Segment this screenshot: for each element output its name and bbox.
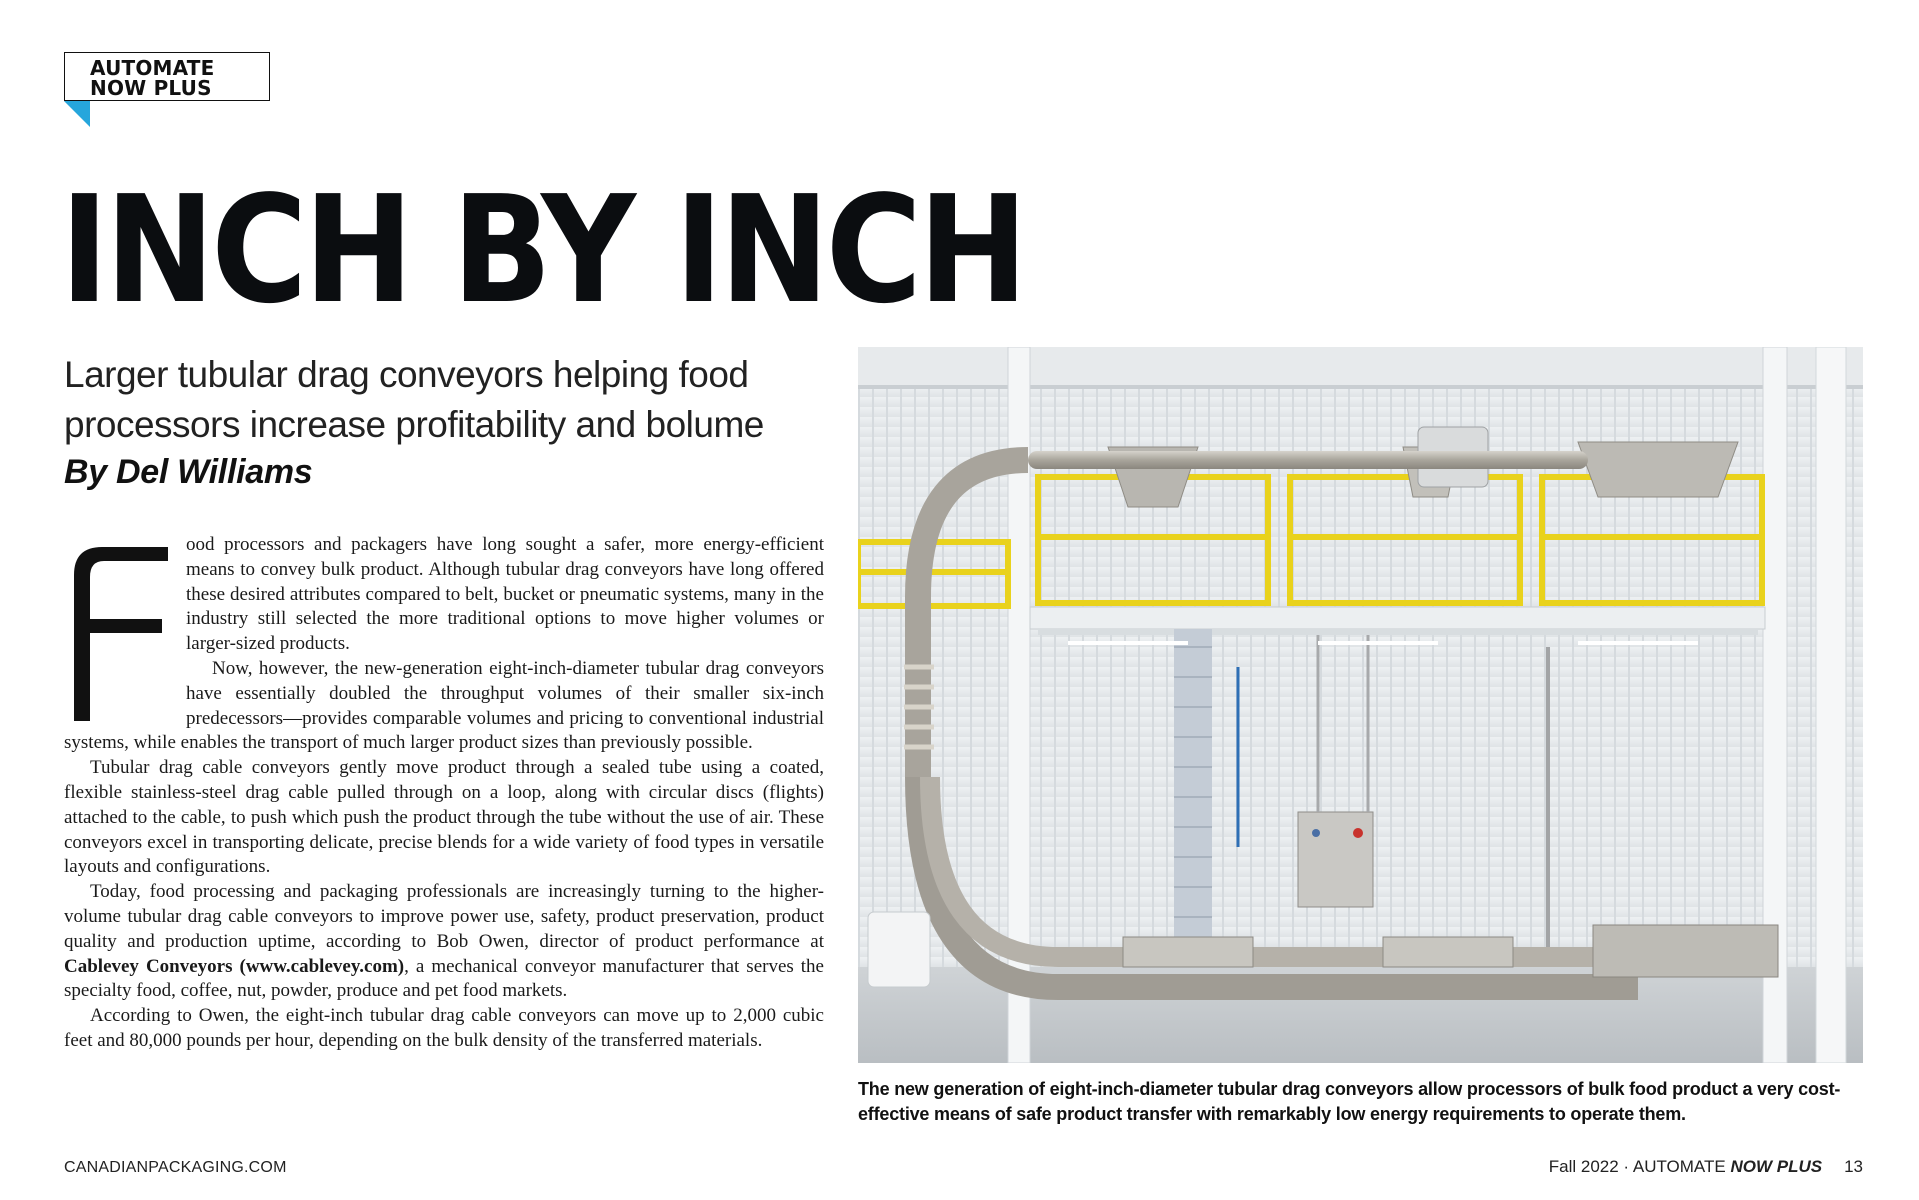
body-paragraph-4-text: Today, food processing and packaging professionals are increasingly turning to the higher-volume tubular drag cable conveyors to improve power use, safety, product preservation, product quality and production uptime, according to Bob Owen, director of product performance at [64, 881, 824, 952]
footer-issue-text: Fall 2022 · AUTOMATE [1548, 1157, 1731, 1176]
byline: By Del Williams [64, 453, 313, 491]
body-paragraph-2: Now, however, the new-generation eight-inch-diameter tubular drag conveyors have essentially doubled the throughput volumes of their smaller six-inch predecessors—provides comparable volumes and pricing to conventional industrial systems, while enables the transport of much larger product sizes than previously possible. [64, 657, 824, 754]
section-tag-line1: AUTOMATE [90, 56, 215, 80]
deck-line2: processors increase profitability and bolume [64, 404, 764, 445]
footer-issue [1549, 1157, 1863, 1177]
conveyor-photo [858, 347, 1863, 1063]
body-paragraph-3: Tubular drag cable conveyors gently move product through a sealed tube using a coated, flexible stainless-steel drag cable pulled through on a loop, along with circular discs (flights) attached to the cable, to push which push the product through the tube without the use of air. These conveyors excel in transporting delicate, precise blends for a wide variety of food types in versatile layouts and configurations. [64, 757, 824, 878]
headline: INCH BY INCH [60, 164, 1025, 336]
body-paragraph-1: ood processors and packagers have long sought a safer, more energy-efficient means to convey bulk product. Although tubular drag conveyors have long offered these desired attributes compared to belt, bucket or pneumatic systems, many in the industry still selected the more traditional options to move higher volumes or larger-sized products. [186, 534, 824, 655]
section-tag-line2: NOW PLUS [90, 76, 212, 100]
body-paragraph-5: According to Owen, the eight-inch tubular drag cable conveyors can move up to 2,000 cubic feet and 80,000 pounds per hour, depending on the bulk density of the transferred materials. [64, 1005, 824, 1051]
deck-line1: Larger tubular drag conveyors helping food [64, 354, 749, 395]
footer-brand: NOW PLUS [1730, 1157, 1823, 1176]
body-paragraph-4 [64, 880, 824, 1004]
drop-cap [64, 535, 186, 725]
photo-caption: The new generation of eight-inch-diameter tubular drag conveyors allow processors of bulk food product a very cost-effective means of safe product transfer with remarkably low energy requirements to operate them. [858, 1079, 1841, 1124]
page-number: 13 [1844, 1157, 1863, 1176]
company-name: Cablevey Conveyors (www.cablevey.com) [64, 955, 405, 977]
article-body [64, 533, 824, 1054]
section-tag-corner-accent [64, 101, 90, 127]
footer-website: CANADIANPACKAGING.COM [64, 1159, 287, 1176]
section-tag [64, 52, 270, 101]
body-paragraph-4-text-end: , a mechanical conveyor manufacturer that serves the specialty food, coffee, nut, powder, produce and pet food markets. [64, 955, 824, 1002]
deck [64, 350, 854, 450]
